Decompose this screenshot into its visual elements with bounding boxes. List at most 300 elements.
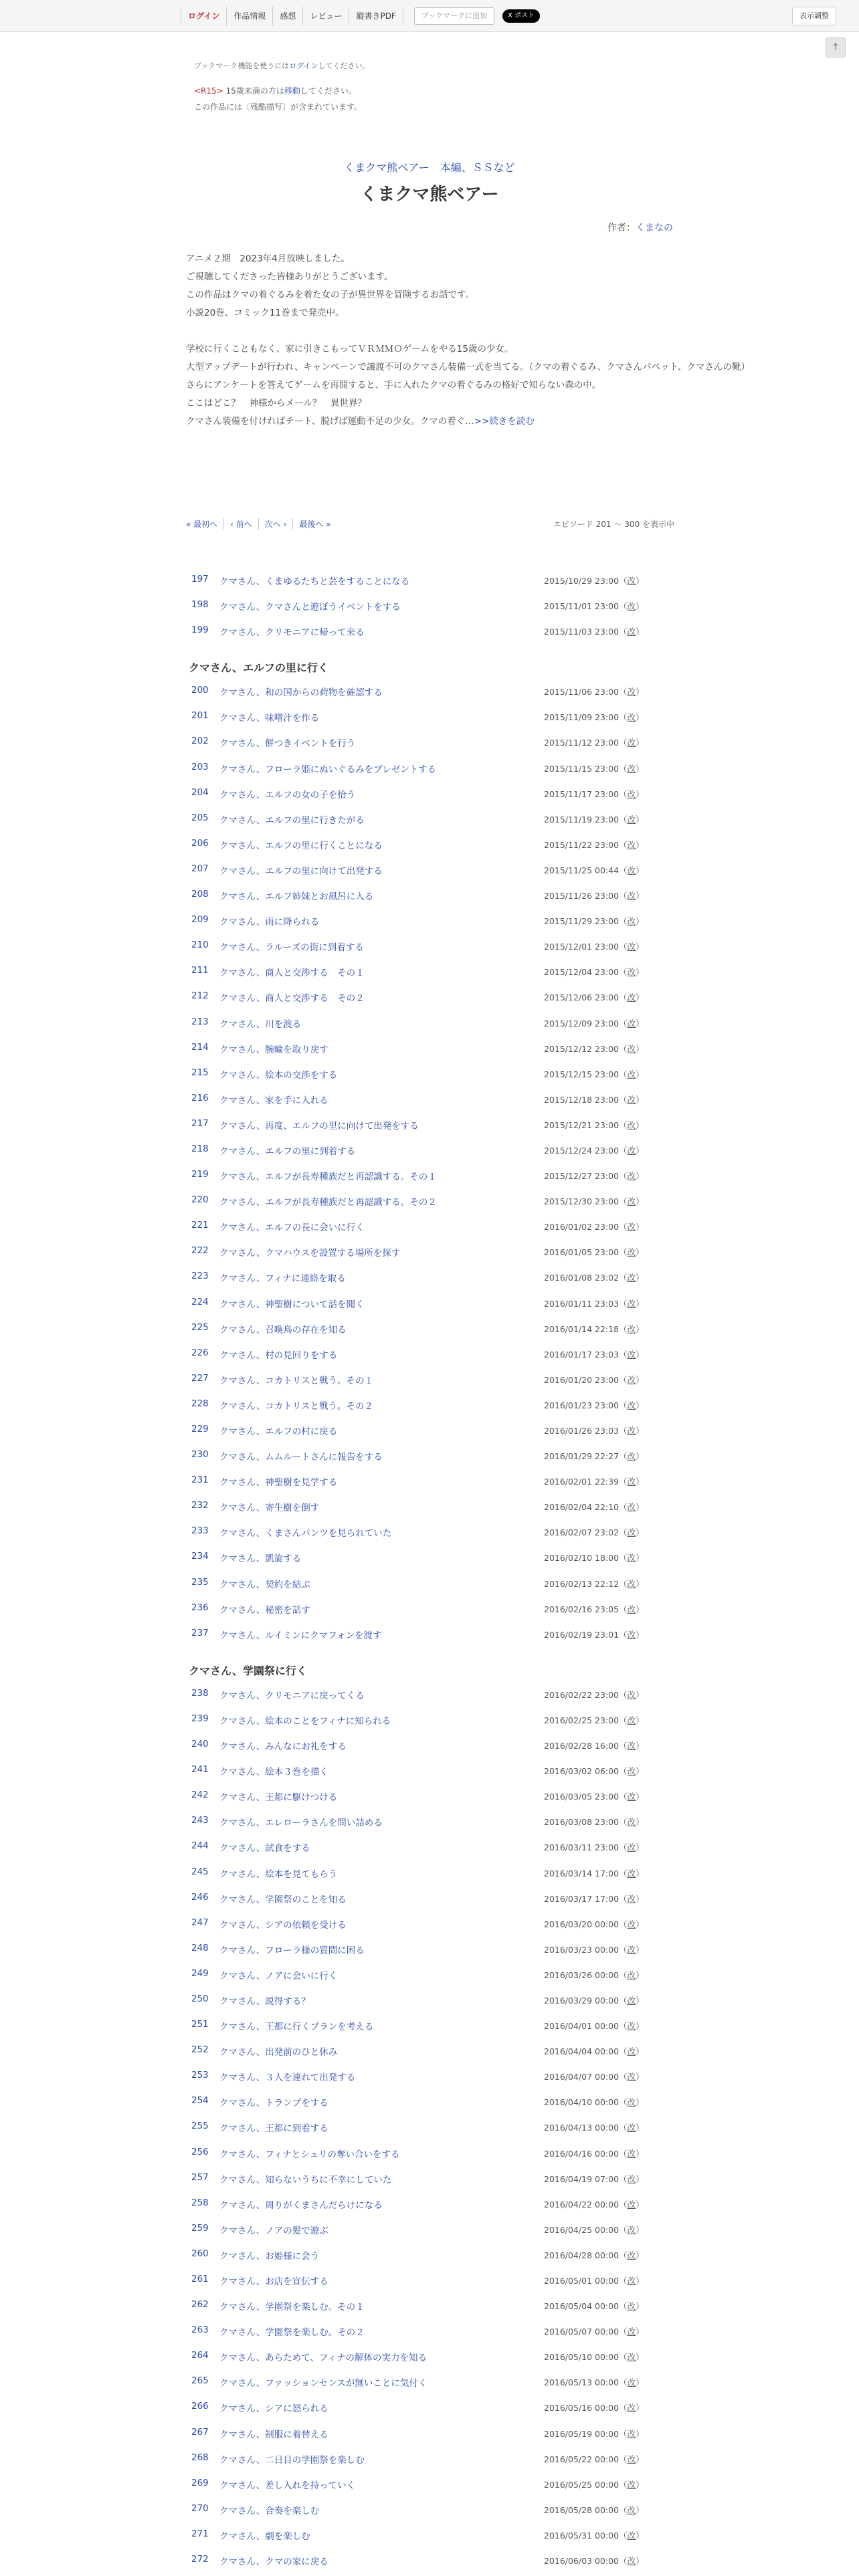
episode-title-link[interactable]: クマさん、フローラ姫にぬいぐるみをプレゼントする [219,764,436,775]
episode-title-link[interactable]: クマさん、凱旋する [219,1553,302,1565]
episode-title-link[interactable]: クマさん、くまさんパンツを見られていた [219,1528,392,1539]
episode-date-text: 2016/05/10 00:00 [544,2352,619,2363]
episode-number-link[interactable]: 266 [191,2401,209,2412]
episode-title-link[interactable]: クマさん、召喚鳥の存在を知る [219,1324,347,1335]
revision-mark: 改 [627,763,636,774]
episode-number-link[interactable]: 217 [191,1117,209,1129]
episode-number-link[interactable]: 259 [191,2222,209,2234]
episode-title-link[interactable]: クマさん、学園祭のことを知る [219,1894,347,1905]
episode-number-link[interactable]: 247 [191,1917,209,1928]
revision-open-paren: （ [619,967,628,978]
revision-open-paren: （ [619,1323,628,1334]
episode-row [186,1597,674,1622]
revision-close-paren: ） [636,2352,644,2363]
episode-number-link[interactable]: 257 [191,2171,209,2183]
episode-number-link[interactable]: 197 [191,574,209,584]
revision-mark: 改 [627,1715,636,1725]
episode-title-link[interactable]: クマさん、クマさんと遊ぼうイベントをする [219,602,401,613]
episode-number-link[interactable]: 198 [191,599,209,611]
episode-date [544,1424,644,1436]
episode-number-link[interactable]: 263 [191,2325,209,2336]
episode-title-link[interactable]: クマさん、ラルーズの街に到着する [219,942,364,954]
episode-number-link[interactable]: 253 [191,2070,209,2081]
episode-title-link[interactable]: クマさん、学園祭を楽しむ。その２ [219,2327,365,2339]
revision-open-paren: （ [619,788,628,799]
revision-close-paren: ） [636,1553,644,1564]
revision-mark: 改 [627,1792,636,1802]
episode-row [186,1113,674,1138]
episode-title-link[interactable]: クマさん、ムムルートさんに報告をする [219,1452,383,1463]
episode-title-link[interactable]: クマさん、コカトリスと戦う。その２ [219,1400,374,1412]
novel-title: くまクマ熊ベアー [360,185,499,205]
revision-close-paren: ） [636,2530,644,2541]
episode-row [186,985,674,1010]
nav-login-link[interactable]: ログイン [181,7,227,25]
episode-title-link[interactable]: クマさん、エルフの里に行くことになる [219,840,383,851]
episode-title-link[interactable]: クマさん、王都に駆けつける [219,1792,338,1804]
episode-title-link[interactable]: クマさん、シアに怒られる [219,2403,328,2415]
episode-row [186,2167,674,2192]
episode-date [544,889,644,901]
revision-close-paren: ） [636,2403,644,2413]
revision-open-paren: （ [619,2479,628,2490]
episode-date-text: 2016/01/29 22:27 [544,1451,619,1462]
revision-open-paren: （ [619,2403,628,2413]
episode-title-link[interactable]: クマさん、寄生樹を倒す [219,1503,320,1514]
episode-number-link[interactable]: 214 [191,1041,209,1053]
episode-number-link[interactable]: 245 [191,1866,209,1877]
episode-number-link[interactable]: 216 [191,1092,209,1103]
revision-mark: 改 [627,2123,636,2133]
episode-date [544,2478,644,2490]
episode-date [544,1399,644,1411]
episode-title-link[interactable]: クマさん、合奏を楽しむ [219,2505,320,2516]
episode-number-link[interactable]: 210 [191,940,209,951]
episode-date-text: 2016/05/25 00:00 [544,2479,619,2490]
revision-close-paren: ） [636,2327,644,2337]
episode-date [544,2529,644,2541]
episode-number-link[interactable]: 225 [191,1321,209,1333]
episode-title-link[interactable]: クマさん、川を渡る [219,1018,302,1030]
episode-date [544,2274,644,2286]
episode-date-text: 2015/12/12 23:00 [544,1043,619,1054]
episode-number-link[interactable]: 256 [191,2146,209,2157]
episode-date [544,1765,644,1777]
episode-number-link[interactable]: 230 [191,1449,209,1461]
episode-number-link[interactable]: 248 [191,1942,209,1953]
episode-title-link[interactable]: クマさん、家を手に入れる [219,1095,328,1106]
episode-number-link[interactable]: 249 [191,1967,209,1979]
add-bookmark-button[interactable]: ブックマークに追加 [414,7,494,25]
episode-title-link[interactable]: クマさん、再度、エルフの里に向けて出発をする [219,1120,419,1132]
episode-row [186,2115,674,2141]
revision-open-paren: （ [619,1400,628,1410]
revision-close-paren: ） [636,992,644,1003]
episode-number-link[interactable]: 272 [191,2554,209,2565]
episode-title-link[interactable]: クマさん、契約を結ぶ [219,1579,310,1590]
episode-date-text: 2016/04/04 00:00 [544,2046,619,2057]
episode-date-text: 2015/11/22 23:00 [544,839,619,850]
episode-number-link[interactable]: 264 [191,2350,209,2361]
episode-number-link[interactable]: 215 [191,1067,209,1078]
revision-close-paren: ） [636,687,644,697]
episode-date-text: 2016/03/17 17:00 [544,1893,619,1904]
pager-last-link[interactable]: 最後へ » [292,518,337,530]
episode-date-text: 2016/05/28 00:00 [544,2504,619,2515]
episode-title-link[interactable]: クマさん、エルフの長に会いに行く [219,1222,365,1234]
episode-number-link[interactable]: 243 [191,1815,209,1826]
episode-title-link[interactable]: クマさん、二日目の学園祭を楽しむ [219,2454,365,2466]
episode-date [544,1893,644,1905]
revision-close-paren: ） [636,576,644,586]
episode-title-link[interactable]: クマさん、エルフの女の子を拾う [219,789,356,800]
revision-open-paren: （ [619,1451,628,1462]
episode-date [544,1246,644,1258]
read-more-link[interactable]: >>続きを読む [474,416,535,427]
revision-open-paren: （ [619,1374,628,1385]
revision-mark: 改 [627,2072,636,2082]
episode-number-link[interactable]: 224 [191,1296,209,1307]
episode-number-link[interactable]: 238 [191,1687,209,1699]
episode-title-link[interactable]: クマさん、絵本の交渉をする [219,1069,338,1081]
chapter-title: クマさん、エルフの里に行く [189,661,328,675]
episode-number-link[interactable]: 241 [191,1764,209,1776]
episode-number-link[interactable]: 231 [191,1475,209,1486]
episode-title-link[interactable]: クマさん、エルフの里に行きたがる [219,815,365,826]
episode-row [186,2395,674,2421]
episode-title-link[interactable]: クマさん、みんなにお礼をする [219,1741,347,1753]
episode-title-link[interactable]: クマさん、エルフの里に到着する [219,1146,356,1157]
episode-row [186,730,674,756]
episode-title-link[interactable]: クマさん、フローラ様の質問に困る [219,1945,365,1956]
episode-number-link[interactable]: 202 [191,736,209,747]
episode-title-link[interactable]: クマさん、エルフ姉妹とお風呂に入る [219,891,374,903]
episode-date [544,1450,644,1462]
reader-notice [194,60,662,115]
episode-number-link[interactable]: 221 [191,1220,209,1231]
revision-mark: 改 [627,2097,636,2108]
episode-date [544,574,644,586]
episode-date-text: 2015/11/12 23:00 [544,738,619,748]
nav-impressions-link[interactable]: 感想 [273,7,303,25]
episode-number-link[interactable]: 208 [191,889,209,900]
episode-number-link[interactable]: 255 [191,2121,209,2132]
episode-title-link[interactable]: クマさん、商人と交渉する その２ [219,993,365,1004]
episode-number-link[interactable]: 269 [191,2477,209,2488]
episode-row [186,2294,674,2319]
episode-date-text: 2015/12/18 23:00 [544,1094,619,1105]
episode-title-link[interactable]: クマさん、お店を宣伝する [219,2276,328,2287]
episode-title-link[interactable]: クマさん、和の国からの荷物を確認する [219,687,383,699]
episode-number-link[interactable]: 267 [191,2426,209,2438]
nav-novel-info-link[interactable]: 作品情報 [227,7,273,25]
episode-title-link[interactable]: クマさん、エルフの村に戻る [219,1426,338,1437]
episode-date [544,2020,644,2032]
revision-close-paren: ） [636,1069,644,1079]
episode-number-link[interactable]: 205 [191,812,209,823]
synopsis-line: 小説20巻、コミック11巻まで発売中。 [186,308,345,318]
episode-number-link[interactable]: 258 [191,2197,209,2208]
pager-next-link[interactable]: 次へ › [258,518,293,530]
episode-date-text: 2016/06/03 00:00 [544,2556,619,2567]
revision-mark: 改 [627,1553,636,1564]
episode-number-link[interactable]: 218 [191,1143,209,1154]
episode-date-text: 2016/03/14 17:00 [544,1868,619,1879]
episode-date [544,1374,644,1386]
episode-number-link[interactable]: 246 [191,1891,209,1903]
episode-row [186,782,674,807]
revision-mark: 改 [627,2276,636,2286]
episode-title-link[interactable]: クマさん、秘密を話す [219,1604,310,1616]
episode-number-link[interactable]: 240 [191,1739,209,1750]
episode-number-link[interactable]: 235 [191,1576,209,1588]
episode-number-link[interactable]: 237 [191,1627,209,1638]
episode-title-link[interactable]: クマさん、雨に降られる [219,917,320,928]
episode-row [186,1683,674,1708]
r15-badge: <R15> [194,86,223,96]
episode-number-link[interactable]: 265 [191,2375,209,2387]
episode-title-link[interactable]: クマさん、出発前のひと休み [219,2047,338,2058]
episode-date-text: 2016/04/13 00:00 [544,2123,619,2133]
episode-number-link[interactable]: 220 [191,1194,209,1206]
episode-title-link[interactable]: クマさん、ノアの髪で遊ぶ [219,2225,328,2236]
display-settings-button[interactable]: 表示調整 [792,7,836,25]
episode-title-link[interactable]: クマさん、制服に着替える [219,2429,328,2440]
episode-number-link[interactable]: 211 [191,965,209,976]
episode-number-link[interactable]: 250 [191,1993,209,2004]
revision-close-paren: ） [636,891,644,901]
episode-title-link[interactable]: クマさん、味噌汁を作る [219,713,320,724]
episode-number-link[interactable]: 239 [191,1713,209,1724]
episode-title-link[interactable]: クマさん、神聖樹について話を聞く [219,1299,365,1310]
revision-close-paren: ） [636,1604,644,1614]
episode-title-link[interactable]: クマさん、クリモニアに戻ってくる [219,1690,365,1701]
episode-title-link[interactable]: クマさん、クマの家に戻る [219,2557,328,2568]
episode-number-link[interactable]: 204 [191,786,209,798]
revision-mark: 改 [627,1196,636,1207]
episode-number-link[interactable]: 236 [191,1602,209,1613]
episode-title-link[interactable]: クマさん、絵本を見てもらう [219,1868,338,1880]
revision-close-paren: ） [636,2377,644,2388]
episode-date [544,1068,644,1080]
revision-mark: 改 [627,1817,636,1828]
episode-title-link[interactable]: クマさん、周りがくまさんだらけになる [219,2199,383,2211]
revision-mark: 改 [627,1502,636,1513]
episode-date [544,600,644,612]
episode-row [186,2192,674,2218]
episode-title-link[interactable]: クマさん、差し入れを持っていく [219,2480,356,2491]
bookmark-login-link[interactable]: ログイン [289,62,318,70]
revision-open-paren: （ [619,1766,628,1777]
episode-title-link[interactable]: クマさん、シアの依頼を受ける [219,1919,347,1931]
revision-open-paren: （ [619,1171,628,1182]
episode-date-text: 2016/02/01 22:39 [544,1477,619,1487]
episode-date-text: 2015/12/21 23:00 [544,1119,619,1130]
episode-number-link[interactable]: 232 [191,1500,209,1511]
episode-title-link[interactable]: クマさん、王都に行くプランを考える [219,2022,374,2033]
episode-date-text: 2016/05/07 00:00 [544,2327,619,2337]
episode-title-link[interactable]: クマさん、エルフが長寿種族だと再認識する。その１ [219,1172,437,1183]
episode-date [544,2401,644,2413]
nav-review-link[interactable]: レビュー [303,7,349,25]
revision-close-paren: ） [636,2021,644,2032]
episode-date-text: 2016/03/23 00:00 [544,1944,619,1955]
episode-title-link[interactable]: クマさん、フィナに連絡を取る [219,1273,346,1285]
episode-date [544,625,644,637]
x-post-button[interactable]: X ポスト [502,9,540,23]
episode-title-link[interactable]: クマさん、商人と交渉する その１ [219,968,365,979]
episode-number-link[interactable]: 213 [191,1016,209,1027]
episode-number-link[interactable]: 242 [191,1790,209,1801]
episode-number-link[interactable]: 219 [191,1169,209,1180]
revision-mark: 改 [627,2046,636,2057]
episode-number-link[interactable]: 228 [191,1398,209,1409]
episode-number-link[interactable]: 234 [191,1551,209,1562]
episode-date-text: 2016/02/07 23:02 [544,1527,619,1538]
episode-row [186,2090,674,2115]
episode-date-text: 2015/11/01 23:00 [544,601,619,612]
episode-number-link[interactable]: 200 [191,685,209,696]
episode-date [544,2453,644,2465]
author-link[interactable]: くまなの [636,223,673,233]
episode-title-link[interactable]: クマさん、餅つきイベントを行う [219,738,356,750]
episode-row [186,1622,674,1648]
revision-open-paren: （ [619,1069,628,1079]
episode-number-link[interactable]: 212 [191,990,209,1002]
episode-title-link[interactable]: クマさん、劇を楽しむ [219,2531,310,2542]
episode-pager [186,518,674,533]
episode-number-link[interactable]: 262 [191,2299,209,2311]
episode-title-link[interactable]: クマさん、エレローラさんを問い詰める [219,1818,383,1829]
episode-title-link[interactable]: クマさん、エルフの里に向けて出発する [219,865,383,877]
revision-close-paren: ） [636,2097,644,2108]
episode-date [544,1689,644,1701]
episode-date [544,1969,644,1981]
episode-number-link[interactable]: 233 [191,1525,209,1537]
episode-number-link[interactable]: 268 [191,2452,209,2463]
pager-first-link[interactable]: « 最初へ [186,520,218,529]
revision-close-paren: ） [636,2454,644,2464]
series-link[interactable]: くまクマ熊ベアー 本編、ＳＳなど [344,161,515,174]
revision-open-paren: （ [619,1842,628,1853]
revision-mark: 改 [627,1145,636,1156]
episode-date-text: 2015/12/09 23:00 [544,1018,619,1029]
pager-prev-link[interactable]: ‹ 前へ [223,518,258,530]
revision-mark: 改 [627,1119,636,1130]
episode-title-link[interactable]: クマさん、神聖樹を見学する [219,1477,338,1489]
episode-date [544,2121,644,2133]
episode-number-link[interactable]: 251 [191,2019,209,2030]
episode-number-link[interactable]: 226 [191,1347,209,1358]
episode-title-link[interactable]: クマさん、くまゆるたちと芸をすることになる [219,576,410,587]
episode-number-link[interactable]: 252 [191,2044,209,2056]
episode-title-link[interactable]: クマさん、村の見回りをする [219,1350,338,1361]
episode-title-link[interactable]: クマさん、フィナとシュリの奪い合いをする [219,2149,400,2160]
revision-mark: 改 [627,814,636,825]
episode-date-text: 2016/02/13 22:12 [544,1578,619,1589]
revision-open-paren: （ [619,1222,628,1232]
episode-title-link[interactable]: クマさん、クリモニアに帰って来る [219,627,365,639]
revision-mark: 改 [627,992,636,1003]
episode-title-link[interactable]: クマさん、エルフが長寿種族だと再認識する。その２ [219,1197,437,1208]
episode-title-link[interactable]: クマさん、王都に到着する [219,2123,328,2135]
revision-open-paren: （ [619,839,628,850]
revision-mark: 改 [627,1944,636,1955]
episode-date [544,1816,644,1828]
episode-date-text: 2016/02/22 23:00 [544,1689,619,1700]
episode-number-link[interactable]: 227 [191,1372,209,1384]
revision-close-paren: ） [636,2428,644,2439]
episode-title-link[interactable]: クマさん、腕輪を取り戻す [219,1044,328,1055]
revision-mark: 改 [627,712,636,723]
episode-title-link[interactable]: クマさん、コカトリスと戦う。その１ [219,1375,374,1386]
episode-row [186,2039,674,2064]
episode-number-link[interactable]: 203 [191,761,209,772]
episode-row [186,1011,674,1037]
episode-title-link[interactable]: クマさん、ファッションセンスが無いことに気付く [219,2378,427,2389]
episode-title-link[interactable]: クマさん、あらためて、フィナの解体の実力を知る [219,2353,427,2364]
episode-number-link[interactable]: 209 [191,914,209,926]
episode-number-link[interactable]: 254 [191,2095,209,2107]
episode-number-link[interactable]: 223 [191,1271,209,1282]
episode-number-link[interactable]: 261 [191,2274,209,2284]
episode-title-link[interactable]: クマさん、ノアに会いに行く [219,1970,338,1981]
revision-close-paren: ） [636,2046,644,2057]
episode-title-link[interactable]: クマさん、絵本３巻を描く [219,1767,328,1778]
revision-open-paren: （ [619,1298,628,1309]
revision-close-paren: ） [636,738,644,748]
episode-title-link[interactable]: クマさん、試食をする [219,1843,310,1854]
episode-title-link[interactable]: クマさん、知らないうちに不幸にしていた [219,2174,392,2185]
episode-title-link[interactable]: クマさん、ルイミンにクマフォンを渡す [219,1630,382,1641]
scroll-to-top-button[interactable]: ↑ [826,37,846,58]
episode-number-link[interactable]: 201 [191,710,209,722]
nav-vertical-pdf-link[interactable]: 縦書きPDF [349,7,403,25]
revision-open-paren: （ [619,2301,628,2312]
episode-number-link[interactable]: 199 [191,625,209,636]
episode-number-link[interactable]: 222 [191,1245,209,1257]
episode-date-text: 2016/04/10 00:00 [544,2097,619,2108]
episode-number-link[interactable]: 270 [191,2502,209,2514]
episode-title-link[interactable]: クマさん、クマハウスを設置する場所を探す [219,1248,401,1259]
age-leave-link[interactable]: 移動 [284,86,300,96]
episode-number-link[interactable]: 206 [191,837,209,849]
revision-mark: 改 [627,2377,636,2388]
revision-open-paren: （ [619,2046,628,2057]
revision-open-paren: （ [619,1273,628,1283]
episode-row [186,2370,674,2395]
episode-date [544,1578,644,1590]
episode-title-link[interactable]: クマさん、３人を連れて出発する [219,2072,356,2084]
episode-title-link[interactable]: クマさん、お姫様に会う [219,2250,320,2262]
episode-number-link[interactable]: 271 [191,2528,209,2539]
episode-title-link[interactable]: クマさん、トランプをする [219,2098,328,2109]
episode-date-text: 2015/12/30 23:00 [544,1196,619,1207]
episode-date [544,2428,644,2440]
episode-number-link[interactable]: 229 [191,1424,209,1434]
revision-open-paren: （ [619,2224,628,2235]
episode-number-link[interactable]: 244 [191,1840,209,1852]
episode-title-link[interactable]: クマさん、絵本のことをフィナに知られる [219,1715,391,1727]
revision-open-paren: （ [619,1043,628,1054]
episode-number-link[interactable]: 260 [191,2248,209,2259]
episode-date-text: 2015/12/15 23:00 [544,1069,619,1079]
episode-title-link[interactable]: クマさん、説得する？ [219,1996,310,2007]
revision-mark: 改 [627,1222,636,1232]
episode-number-link[interactable]: 207 [191,863,209,874]
episode-title-link[interactable]: クマさん、学園祭を楽しむ。その１ [219,2302,365,2313]
revision-mark: 改 [627,1629,636,1640]
